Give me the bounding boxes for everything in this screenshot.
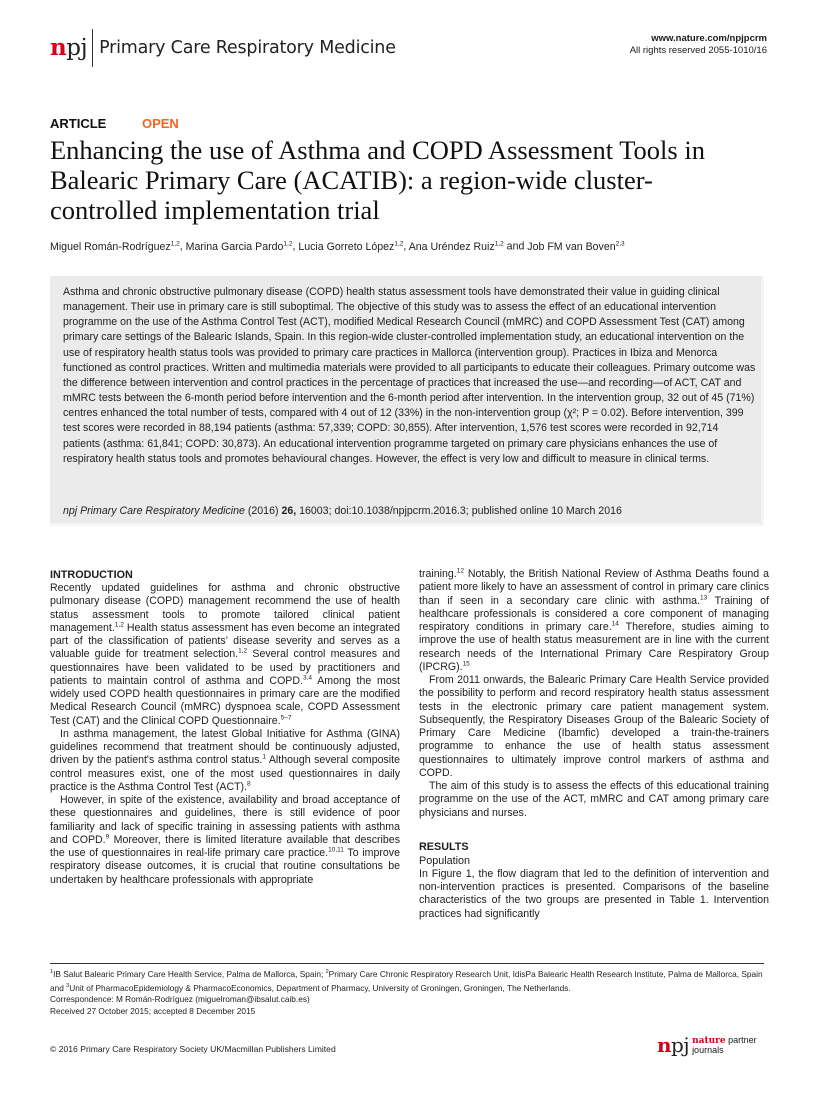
introduction-heading: INTRODUCTION [50,569,133,581]
intro-paragraph-1: Recently updated guidelines for asthma and chronic obstructive pulmonary disease (COPD) management recommend the use of health status assessment tools to promote tailored clinical patient management.$^{1,2}$ Health status assessment has even become an integrated part of the classification of patients’ disease severity and serves as a valuable guide for treatment selection.$^{1,2}$ Several control measures and questionnaires have been validated to be used by practitioners and patients to maintain control of asthma and COPD.$^{3,4}$ Among the most widely used COPD health questionnaires in primary care are the modified Medical Research Council (mMRC) dyspnoea scale, COPD Assessment Test (CAT) and the Clinical COPD Questionnaire.$^{5-7}$ [50,582,400,727]
reference-link[interactable]: 3,4 [302,674,313,682]
npj-partner-logo [657,1035,757,1055]
reference-link[interactable]: 13 [700,593,708,601]
author-list: Miguel Román-Rodríguez$^{1,2}$, Marina Garcia Pardo$^{1,2}$, Lucia Gorreto López$^{1,2}$, Ana Uréndez Ruiz$^{1,2}$ and Job FM van Boven$^{2,3}$ [50,240,625,253]
affiliations: $^1$IB Salut Balearic Primary Care Health Service, Palma de Mallorca, Spain; $^2$Primary Care Chronic Respiratory Research Unit, IdisPa Balearic Health Research Institute, Palma de Mallorca, Spain and $^3$Unit of PharmacoEpidemiology & PharmacoEconomics, Department of Pharmacy, University of Groningen, Groningen, The Netherlands. [50,968,763,993]
open-access-badge: OPEN [141,116,179,131]
journal-name: Primary Care Respiratory Medicine [99,38,396,58]
intro-paragraph-6: The aim of this study is to assess the effects of this educational training programme on the use of the ACT, mMRC and CAT among primary care physicians and nurses. [419,780,769,819]
npj-logo-small: npj [657,1033,690,1057]
intro-paragraph-2: In asthma management, the latest Global Initiative for Asthma (GINA) guidelines recommend that treatment should be continuously adjusted, driven by the patient's asthma control status.$^1$ Although several composite control measures exist, one of the most used questionnaires in daily practice is the Asthma Control Test (ACT).$^8$ [50,727,400,793]
reference-link[interactable]: 12 [456,567,464,575]
reference-link[interactable]: 10,11 [328,846,344,854]
footnote-divider [50,963,764,964]
copyright: © 2016 Primary Care Respiratory Society UK/Macmillan Publishers Limited [50,1044,336,1054]
received-date: Received 27 October 2015; accepted 8 December 2015 [50,1005,256,1016]
reference-link[interactable]: 14 [611,620,619,628]
journal-url[interactable]: www.nature.com/npjpcrm [651,33,767,44]
author[interactable]: Ana Uréndez Ruiz$^{1,2}$ [408,240,504,253]
nature-partner-journals: nature partner journals [692,1034,757,1055]
reference-link[interactable]: 1 [262,753,266,761]
intro-paragraph-5: From 2011 onwards, the Balearic Primary Care Health Service provided the possibility to perform and record respiratory health status assessment tests in the electronic primary care patient management system. Subsequently, the Respiratory Diseases Group of the Balearic Society of Primary Care Medicine (Ibamfic) developed a train-the-trainers programme to enhance the use of health status assessment questionnaires to ultimately improve control markers of asthma and COPD. [419,674,769,779]
rights-statement: All rights reserved 2055-1010/16 [629,45,767,56]
intro-paragraph-3: However, in spite of the existence, availability and broad acceptance of these questionnaires and guidelines, there is still evidence of poor familiarity and lack of specific training in assessing patients with asthma and COPD.$^9$ Moreover, there is limited literature available that describes the use of questionnaires in real-life primary care practice.$^{10,11}$ To improve respiratory disease outcomes, it is crucial that routine consultations be undertaken by healthcare professionals with appropriate [50,794,400,886]
right-column [419,568,769,921]
npj-logo: npj [50,34,88,61]
correspondence[interactable]: Correspondence: M Román-Rodríguez (miguelroman@ibsalut.caib.es) [50,994,310,1005]
abstract-text: Asthma and chronic obstructive pulmonary disease (COPD) health status assessment tools have demonstrated their value in guiding clinical management. Their use in primary care is still suboptimal. The objective of this study was to assess the effect of an educational intervention programme on the use of the Asthma Control Test (ACT), modified Medical Research Council (mMRC) and COPD Assessment Test (CAT) among primary care settings of the Balearic Islands, Spain. In this region-wide cluster-controlled implementation study, an educational intervention on the use of respiratory health status tools was provided to primary care practices in Mallorca (intervention group). Practices in Ibiza and Menorca functioned as control practices. Written and multimedia materials were provided to all participants to educate their colleagues. Primary outcome was the difference between intervention and control practices in the percentage of practices that increased the use—and recording—of ACT, CAT and mMRC tests between the 6-month period before intervention and the 6-month period after intervention. In the intervention group, 32 out of 45 (71%) centres enhanced the total number of tests, compared with 4 out of 12 (33%) in the non-intervention group (χ²; P = 0.02). Before intervention, 399 test scores were recorded in 88,194 patients (asthma: 57,339; COPD: 30,855). After intervention, 1,576 test scores were recorded in 92,714 patients (asthma: 61,841; COPD: 30,873). An educational intervention programme targeted on primary care physicians enhances the use of respiratory health status tools and promotes behavioural changes. However, the effect is very low and difficult to measure in clinical terms. [63,286,756,465]
article-type: ARTICLE [50,116,107,131]
author[interactable]: Miguel Román-Rodríguez$^{1,2}$ [50,240,180,253]
reference-link[interactable]: 5–7 [280,713,292,721]
reference-link[interactable]: 15 [462,660,470,668]
reference-link[interactable]: 8 [247,780,251,788]
left-column [50,568,400,887]
results-paragraph-1: In Figure 1, the flow diagram that led to the definition of intervention and non-intervention practices is presented. Comparisons of the baseline characteristics of the two groups are presented in Table 1. Intervention practices had significantly [419,867,769,920]
author[interactable]: Marina Garcia Pardo$^{1,2}$ [185,240,293,253]
journal-logo [50,28,396,68]
citation-line: npj Primary Care Respiratory Medicine (2016) 26, 16003; doi:10.1038/npjpcrm.2016.3; published online 10 March 2016 [63,505,622,517]
intro-paragraph-4: training.$^{12}$ Notably, the British National Review of Asthma Deaths found a patient more likely to have an assessment of control in primary care clinics than if seen in a secondary care clinic with asthma.$^{13}$ Training of healthcare professionals is considered a core component of managing respiratory conditions in primary care.$^{14}$ Therefore, studies aiming to improve the use of health status measurement are in line with the current research needs of the International Primary Care Respiratory Group (IPCRG).$^{15}$ [419,567,769,673]
article-title: Enhancing the use of Asthma and COPD Assessment Tools in Balearic Primary Care (ACATIB): a region-wide cluster-controlled implementation trial [50,135,705,225]
population-subheading: Population [419,854,471,867]
reference-link[interactable]: 1,2 [114,621,124,629]
logo-divider [92,29,93,67]
results-heading: RESULTS [419,840,469,853]
footnotes [50,967,764,1018]
section-spacer [419,820,769,840]
reference-link[interactable]: 1,2 [238,647,248,655]
author[interactable]: Job FM van Boven$^{2,3}$ [527,240,625,253]
reference-link[interactable]: 9 [105,833,110,841]
author[interactable]: Lucia Gorreto López$^{1,2}$ [298,240,404,253]
header-info [630,33,767,57]
article-label [50,116,179,131]
